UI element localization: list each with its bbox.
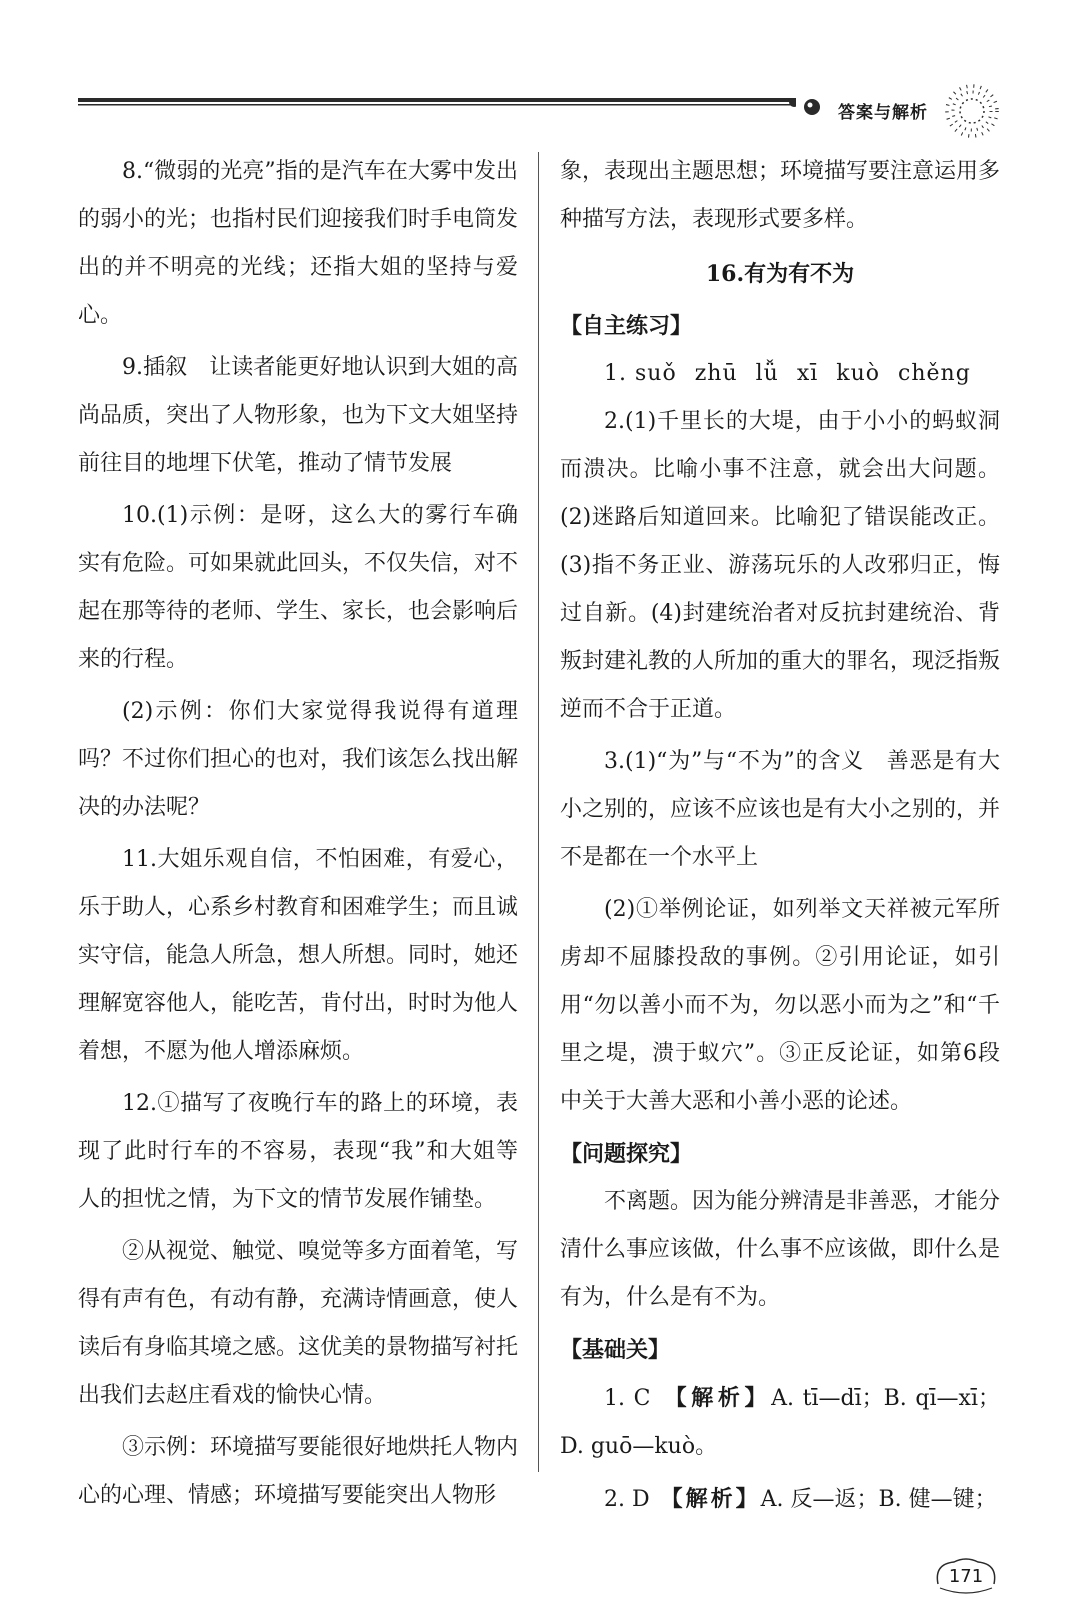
section-basic: 【基础关】 — [560, 1337, 671, 1363]
basic-answer-2 — [560, 1475, 1000, 1524]
answer-8: 8.“微弱的光亮”指的是汽车在大雾中发出的弱小的光；也指村民们迎接我们时手电筒发出的并不明亮的光线；还指大姐的坚持与爱心。 — [78, 159, 519, 328]
column-divider — [538, 152, 539, 1472]
section-practice: 【自主练习】 — [560, 313, 693, 339]
pinyin-item: 1. suǒ — [604, 361, 677, 386]
header-title: 答案与解析 — [838, 103, 928, 123]
section-inquiry: 【问题探究】 — [560, 1141, 693, 1167]
analysis-tag: 【解析】 — [671, 1486, 761, 1512]
analysis-tag: 【解析】 — [675, 1385, 772, 1411]
answer-pinyin — [560, 350, 1000, 398]
pinyin-item: kuò — [836, 361, 881, 386]
page-number: 171 — [948, 1566, 984, 1587]
pinyin-item: zhū — [694, 361, 738, 386]
lesson-title: 16.有为有不为 — [705, 261, 855, 287]
header-rule — [78, 98, 796, 108]
pinyin-item: lǚ — [755, 361, 779, 386]
answer-10-1: 10.(1)示例：是呀，这么大的雾行车确实有危险。可如果就此回头，不仅失信，对不起在那等待的老师、学生、家长，也会影响后来的行程。 — [78, 503, 519, 672]
left-column — [78, 148, 518, 1520]
sun-ornament-icon — [943, 84, 1001, 138]
answer-3-2: (2)①举例论证，如列举文天祥被元军所虏却不屈膝投敌的事例。②引用论证，如引用“勿以善小而不为，勿以恶小而为之”和“千里之堤，溃于蚁穴”。③正反论证，如第6段中关于大善大恶和小善小恶的论述。 — [560, 897, 1000, 1114]
answer-12-1: 12.①描写了夜晚行车的路上的环境，表现了此时行车的不容易，表现“我”和大姐等人的担忧之情，为下文的情节发展作铺垫。 — [78, 1091, 518, 1212]
answer-3-1: 3.(1)“为”与“不为”的含义 善恶是有大小之别的，应该不应该也是有大小之别的，并不是都在一个水平上 — [560, 749, 1001, 870]
pinyin-item: chěng — [898, 361, 971, 386]
basic-answer-2-analysis: A. 反—返；B. 健—键； — [760, 1487, 997, 1512]
answer-10-2: (2)示例：你们大家觉得我说得有道理吗？不过你们担心的也对，我们该怎么找出解决的办法呢？ — [78, 699, 519, 820]
answer-2: 2.(1)千里长的大堤，由于小小的蚂蚁洞而溃决。比喻小事不注意，就会出大问题。(2)迷路后知道回来。比喻犯了错误能改正。(3)指不务正业、游荡玩乐的人改邪归正，悔过自新。(4)封建统治者对反抗封建统治、背叛封建礼教的人所加的重大的罪名，现泛指叛逆而不合于正道。 — [560, 409, 1001, 722]
basic-answer-1-choice: 1. C — [604, 1386, 676, 1411]
pinyin-item: xī — [796, 361, 819, 386]
basic-answer-2-choice: 2. D — [604, 1487, 672, 1512]
answer-9: 9.插叙 让读者能更好地认识到大姐的高尚品质，突出了人物形象，也为下文大姐坚持前往目的地埋下伏笔，推动了情节发展 — [78, 355, 519, 476]
bullet-icon — [800, 95, 824, 119]
basic-answer-1 — [560, 1374, 1000, 1471]
answer-12-2: ②从视觉、触觉、嗅觉等多方面着笔，写得有声有色，有动有静，充满诗情画意，使人读后有身临其境之感。这优美的景物描写衬托出我们去赵庄看戏的愉快心情。 — [78, 1239, 519, 1408]
basic-answer-1-analysis: A. tī—dī；B. qī—xī；D. guō—kuò。 — [560, 1386, 1000, 1459]
answer-12-3: ③示例：环境描写要能很好地烘托人物内心的心理、情感；环境描写要能突出人物形 — [78, 1435, 519, 1508]
answer-11: 11.大姐乐观自信，不怕困难，有爱心，乐于助人，心系乡村教育和困难学生；而且诚实守信，能急人所急，想人所想。同时，她还理解宽容他人，能吃苦，肯付出，时时为他人着想，不愿为他人增添麻烦。 — [78, 847, 519, 1064]
right-column — [560, 148, 1000, 1524]
continuation-text: 象，表现出主题思想；环境描写要注意运用多种描写方法，表现形式要多样。 — [560, 159, 1001, 232]
inquiry-answer: 不离题。因为能分辨清是非善恶，才能分清什么事应该做，什么事不应该做，即什么是有为，什么是有不为。 — [560, 1189, 1001, 1310]
